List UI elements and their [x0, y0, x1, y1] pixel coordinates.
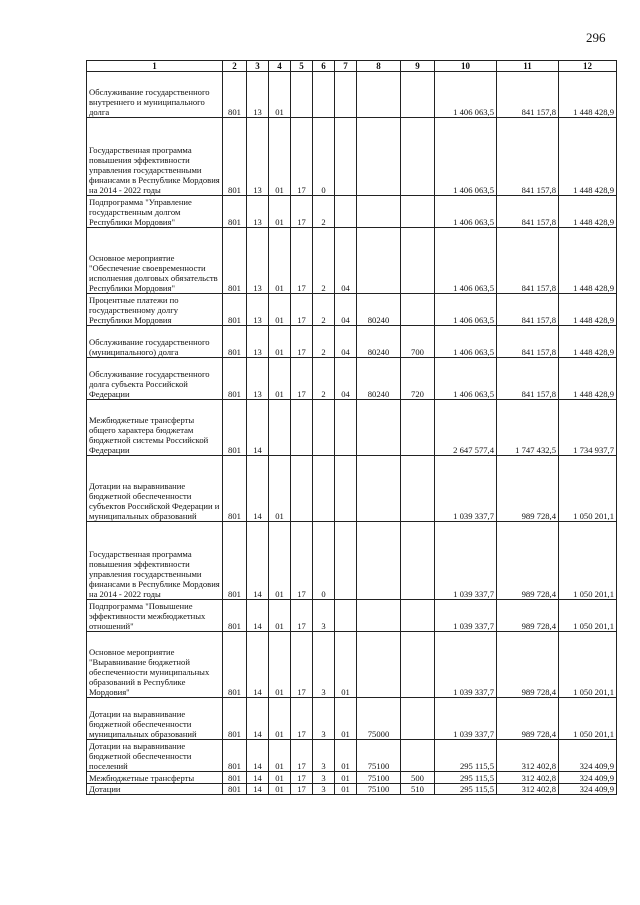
- code-cell: 801: [223, 632, 247, 698]
- table-header-row: [87, 61, 617, 72]
- table-row: [87, 698, 617, 740]
- table-row: [87, 118, 617, 196]
- amount-cell: 1 406 063,5: [435, 326, 497, 358]
- code-cell: 3: [313, 784, 335, 795]
- amount-cell: 1 448 428,9: [559, 228, 617, 294]
- code-cell: 01: [269, 326, 291, 358]
- row-name-cell: Межбюджетные трансферты: [87, 772, 223, 784]
- amount-cell: 295 115,5: [435, 740, 497, 772]
- code-cell: 801: [223, 358, 247, 400]
- code-cell: [335, 522, 357, 600]
- code-cell: 01: [269, 72, 291, 118]
- code-cell: [291, 456, 313, 522]
- amount-cell: 1 039 337,7: [435, 600, 497, 632]
- amount-cell: 1 734 937,7: [559, 400, 617, 456]
- code-cell: 2: [313, 294, 335, 326]
- code-cell: 13: [247, 196, 269, 228]
- code-cell: 17: [291, 326, 313, 358]
- code-cell: [291, 400, 313, 456]
- code-cell: 13: [247, 326, 269, 358]
- code-cell: 01: [335, 632, 357, 698]
- amount-cell: 1 448 428,9: [559, 196, 617, 228]
- code-cell: 801: [223, 400, 247, 456]
- amount-cell: 841 157,8: [497, 72, 559, 118]
- code-cell: 01: [269, 698, 291, 740]
- code-cell: 17: [291, 522, 313, 600]
- row-name-cell: Основное мероприятие "Выравнивание бюджетной обеспеченности муниципальных образований в Республике Мордовия": [87, 632, 223, 698]
- table-row: [87, 72, 617, 118]
- code-cell: 14: [247, 740, 269, 772]
- code-cell: [313, 456, 335, 522]
- amount-cell: 1 406 063,5: [435, 118, 497, 196]
- code-cell: 04: [335, 228, 357, 294]
- code-cell: [357, 400, 401, 456]
- column-header: 10: [435, 61, 497, 72]
- column-header: 9: [401, 61, 435, 72]
- row-name-cell: Дотации: [87, 784, 223, 795]
- code-cell: [357, 522, 401, 600]
- row-name-cell: Процентные платежи по государственному долгу Республики Мордовия: [87, 294, 223, 326]
- row-name-cell: Подпрограмма "Управление государственным долгом Республики Мордовия": [87, 196, 223, 228]
- row-name-cell: Обслуживание государственного внутреннего и муниципального долга: [87, 72, 223, 118]
- code-cell: 510: [401, 784, 435, 795]
- amount-cell: 1 039 337,7: [435, 632, 497, 698]
- code-cell: 01: [269, 358, 291, 400]
- row-name-cell: Подпрограмма "Повышение эффективности межбюджетных отношений": [87, 600, 223, 632]
- code-cell: 14: [247, 698, 269, 740]
- code-cell: 80240: [357, 326, 401, 358]
- amount-cell: 1 448 428,9: [559, 294, 617, 326]
- table-row: [87, 294, 617, 326]
- code-cell: 720: [401, 358, 435, 400]
- code-cell: 01: [269, 632, 291, 698]
- amount-cell: 312 402,8: [497, 784, 559, 795]
- column-header: 6: [313, 61, 335, 72]
- column-header: 2: [223, 61, 247, 72]
- code-cell: [269, 400, 291, 456]
- column-header: 5: [291, 61, 313, 72]
- code-cell: 01: [269, 522, 291, 600]
- code-cell: 13: [247, 294, 269, 326]
- code-cell: 04: [335, 358, 357, 400]
- code-cell: 14: [247, 600, 269, 632]
- code-cell: 01: [269, 772, 291, 784]
- amount-cell: 989 728,4: [497, 632, 559, 698]
- code-cell: 801: [223, 698, 247, 740]
- amount-cell: 312 402,8: [497, 740, 559, 772]
- code-cell: [335, 72, 357, 118]
- code-cell: 3: [313, 698, 335, 740]
- code-cell: 01: [269, 118, 291, 196]
- code-cell: 04: [335, 294, 357, 326]
- code-cell: 17: [291, 740, 313, 772]
- code-cell: 801: [223, 784, 247, 795]
- code-cell: 75100: [357, 772, 401, 784]
- row-name-cell: Дотации на выравнивание бюджетной обеспеченности поселений: [87, 740, 223, 772]
- amount-cell: 1 039 337,7: [435, 522, 497, 600]
- code-cell: 14: [247, 632, 269, 698]
- amount-cell: 841 157,8: [497, 228, 559, 294]
- code-cell: 801: [223, 600, 247, 632]
- amount-cell: 1 050 201,1: [559, 632, 617, 698]
- code-cell: 801: [223, 72, 247, 118]
- amount-cell: 841 157,8: [497, 196, 559, 228]
- amount-cell: 295 115,5: [435, 784, 497, 795]
- amount-cell: 1 050 201,1: [559, 522, 617, 600]
- table-row: [87, 358, 617, 400]
- table-body: [87, 72, 617, 795]
- code-cell: [401, 118, 435, 196]
- code-cell: 14: [247, 400, 269, 456]
- code-cell: 75000: [357, 698, 401, 740]
- code-cell: [335, 400, 357, 456]
- code-cell: [357, 456, 401, 522]
- code-cell: 17: [291, 772, 313, 784]
- code-cell: 01: [269, 196, 291, 228]
- code-cell: [357, 196, 401, 228]
- code-cell: [401, 698, 435, 740]
- code-cell: 801: [223, 294, 247, 326]
- amount-cell: 1 406 063,5: [435, 294, 497, 326]
- code-cell: [401, 400, 435, 456]
- row-name-cell: Обслуживание государственного долга субъекта Российской Федерации: [87, 358, 223, 400]
- code-cell: 01: [335, 784, 357, 795]
- code-cell: 2: [313, 358, 335, 400]
- amount-cell: 1 050 201,1: [559, 600, 617, 632]
- code-cell: 0: [313, 118, 335, 196]
- code-cell: 80240: [357, 294, 401, 326]
- column-header: 4: [269, 61, 291, 72]
- column-header: 1: [87, 61, 223, 72]
- code-cell: 17: [291, 358, 313, 400]
- code-cell: 17: [291, 118, 313, 196]
- amount-cell: 841 157,8: [497, 326, 559, 358]
- row-name-cell: Дотации на выравнивание бюджетной обеспеченности муниципальных образований: [87, 698, 223, 740]
- column-header: 3: [247, 61, 269, 72]
- code-cell: [313, 400, 335, 456]
- code-cell: 801: [223, 326, 247, 358]
- table-row: [87, 400, 617, 456]
- code-cell: 01: [335, 698, 357, 740]
- amount-cell: 324 409,9: [559, 772, 617, 784]
- amount-cell: 1 406 063,5: [435, 196, 497, 228]
- code-cell: [335, 118, 357, 196]
- amount-cell: 1 050 201,1: [559, 456, 617, 522]
- code-cell: [291, 72, 313, 118]
- code-cell: 01: [335, 772, 357, 784]
- code-cell: 01: [335, 740, 357, 772]
- code-cell: 801: [223, 772, 247, 784]
- code-cell: 700: [401, 326, 435, 358]
- table-row: [87, 326, 617, 358]
- column-header: 8: [357, 61, 401, 72]
- amount-cell: 841 157,8: [497, 118, 559, 196]
- column-header: 7: [335, 61, 357, 72]
- code-cell: 01: [269, 294, 291, 326]
- code-cell: 3: [313, 600, 335, 632]
- amount-cell: 989 728,4: [497, 522, 559, 600]
- code-cell: 13: [247, 358, 269, 400]
- amount-cell: 1 050 201,1: [559, 698, 617, 740]
- code-cell: 801: [223, 456, 247, 522]
- code-cell: 14: [247, 522, 269, 600]
- table-row: [87, 784, 617, 795]
- code-cell: 13: [247, 228, 269, 294]
- code-cell: [335, 456, 357, 522]
- amount-cell: 324 409,9: [559, 740, 617, 772]
- code-cell: 17: [291, 632, 313, 698]
- row-name-cell: Обслуживание государственного (муниципального) долга: [87, 326, 223, 358]
- amount-cell: 841 157,8: [497, 294, 559, 326]
- amount-cell: 295 115,5: [435, 772, 497, 784]
- amount-cell: 324 409,9: [559, 784, 617, 795]
- amount-cell: 989 728,4: [497, 456, 559, 522]
- code-cell: 75100: [357, 740, 401, 772]
- amount-cell: 1 448 428,9: [559, 326, 617, 358]
- row-name-cell: Основное мероприятие "Обеспечение своевременности исполнения долговых обязательств Республики Мордовия": [87, 228, 223, 294]
- table-row: [87, 196, 617, 228]
- code-cell: 01: [269, 784, 291, 795]
- code-cell: 2: [313, 326, 335, 358]
- code-cell: [401, 456, 435, 522]
- code-cell: 801: [223, 228, 247, 294]
- amount-cell: 841 157,8: [497, 358, 559, 400]
- code-cell: 3: [313, 772, 335, 784]
- code-cell: [401, 632, 435, 698]
- code-cell: 01: [269, 456, 291, 522]
- code-cell: [357, 228, 401, 294]
- amount-cell: 1 448 428,9: [559, 72, 617, 118]
- code-cell: [335, 196, 357, 228]
- code-cell: 17: [291, 784, 313, 795]
- code-cell: 3: [313, 740, 335, 772]
- code-cell: 13: [247, 72, 269, 118]
- amount-cell: 1 406 063,5: [435, 72, 497, 118]
- code-cell: [357, 600, 401, 632]
- amount-cell: 989 728,4: [497, 600, 559, 632]
- table-row: [87, 228, 617, 294]
- code-cell: [401, 72, 435, 118]
- table-row: [87, 772, 617, 784]
- page-number: 296: [586, 30, 606, 45]
- code-cell: 17: [291, 294, 313, 326]
- code-cell: [357, 72, 401, 118]
- row-name-cell: Дотации на выравнивание бюджетной обеспеченности субъектов Российской Федерации и муниципальных образований: [87, 456, 223, 522]
- table-row: [87, 740, 617, 772]
- table-row: [87, 522, 617, 600]
- code-cell: 14: [247, 772, 269, 784]
- code-cell: [313, 72, 335, 118]
- code-cell: 3: [313, 632, 335, 698]
- code-cell: 14: [247, 456, 269, 522]
- column-header: 11: [497, 61, 559, 72]
- row-name-cell: Государственная программа повышения эффективности управления государственными финансами в Республике Мордовия на 2014 - 2022 годы: [87, 522, 223, 600]
- code-cell: 2: [313, 228, 335, 294]
- amount-cell: 1 448 428,9: [559, 118, 617, 196]
- code-cell: [401, 294, 435, 326]
- code-cell: [357, 632, 401, 698]
- budget-table: [86, 60, 617, 795]
- code-cell: 13: [247, 118, 269, 196]
- code-cell: 17: [291, 600, 313, 632]
- code-cell: [357, 118, 401, 196]
- code-cell: 01: [269, 228, 291, 294]
- table-row: [87, 456, 617, 522]
- code-cell: 801: [223, 118, 247, 196]
- amount-cell: 989 728,4: [497, 698, 559, 740]
- code-cell: 500: [401, 772, 435, 784]
- row-name-cell: Межбюджетные трансферты общего характера бюджетам бюджетной системы Российской Федерации: [87, 400, 223, 456]
- amount-cell: 312 402,8: [497, 772, 559, 784]
- amount-cell: 1 747 432,5: [497, 400, 559, 456]
- code-cell: 01: [269, 600, 291, 632]
- row-name-cell: Государственная программа повышения эффективности управления государственными финансами в Республике Мордовия на 2014 - 2022 годы: [87, 118, 223, 196]
- amount-cell: 1 406 063,5: [435, 228, 497, 294]
- amount-cell: 1 039 337,7: [435, 698, 497, 740]
- code-cell: [401, 522, 435, 600]
- code-cell: 01: [269, 740, 291, 772]
- code-cell: 80240: [357, 358, 401, 400]
- code-cell: [335, 600, 357, 632]
- code-cell: 2: [313, 196, 335, 228]
- code-cell: 801: [223, 522, 247, 600]
- code-cell: [401, 740, 435, 772]
- code-cell: 17: [291, 228, 313, 294]
- table-row: [87, 600, 617, 632]
- amount-cell: 1 448 428,9: [559, 358, 617, 400]
- code-cell: 17: [291, 698, 313, 740]
- code-cell: 04: [335, 326, 357, 358]
- amount-cell: 2 647 577,4: [435, 400, 497, 456]
- code-cell: 14: [247, 784, 269, 795]
- code-cell: [401, 228, 435, 294]
- amount-cell: 1 039 337,7: [435, 456, 497, 522]
- code-cell: 801: [223, 196, 247, 228]
- code-cell: [401, 196, 435, 228]
- code-cell: 17: [291, 196, 313, 228]
- amount-cell: 1 406 063,5: [435, 358, 497, 400]
- code-cell: [401, 600, 435, 632]
- code-cell: 0: [313, 522, 335, 600]
- code-cell: 801: [223, 740, 247, 772]
- column-header: 12: [559, 61, 617, 72]
- code-cell: 75100: [357, 784, 401, 795]
- table-row: [87, 632, 617, 698]
